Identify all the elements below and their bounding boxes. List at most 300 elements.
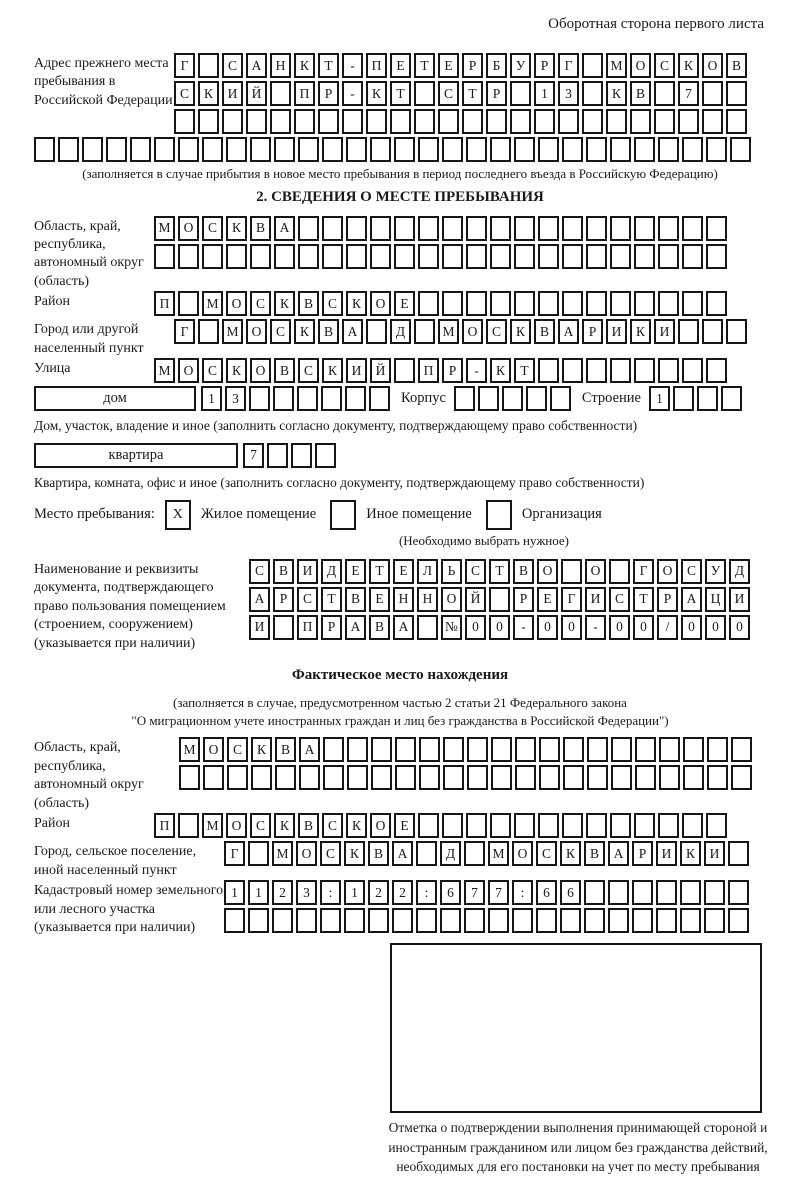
char-cell[interactable]: В	[274, 358, 295, 383]
char-cell[interactable]: Е	[345, 559, 366, 584]
char-cell[interactable]: Е	[390, 53, 411, 78]
char-cell[interactable]	[563, 737, 584, 762]
char-cell[interactable]	[659, 765, 680, 790]
char-cell[interactable]: М	[488, 841, 509, 866]
char-cell[interactable]	[634, 358, 655, 383]
char-cell[interactable]: Р	[318, 81, 339, 106]
char-cell[interactable]: 6	[560, 880, 581, 905]
char-cell[interactable]: 1	[248, 880, 269, 905]
char-cell[interactable]	[106, 137, 127, 162]
char-cell[interactable]	[298, 244, 319, 269]
char-cell[interactable]: С	[438, 81, 459, 106]
char-cell[interactable]	[586, 813, 607, 838]
char-cell[interactable]: С	[681, 559, 702, 584]
char-cell[interactable]: К	[630, 319, 651, 344]
char-cell[interactable]	[443, 765, 464, 790]
char-cell[interactable]: М	[438, 319, 459, 344]
char-cell[interactable]: Е	[369, 587, 390, 612]
char-cell[interactable]	[704, 880, 725, 905]
char-cell[interactable]: Г	[633, 559, 654, 584]
char-cell[interactable]	[562, 291, 583, 316]
char-cell[interactable]: С	[654, 53, 675, 78]
char-cell[interactable]: Д	[440, 841, 461, 866]
char-cell[interactable]	[323, 765, 344, 790]
char-cell[interactable]	[587, 765, 608, 790]
char-cell[interactable]	[611, 737, 632, 762]
char-cell[interactable]	[678, 109, 699, 134]
char-cell[interactable]	[478, 386, 499, 411]
char-cell[interactable]: С	[250, 291, 271, 316]
char-cell[interactable]: №	[441, 615, 462, 640]
char-cell[interactable]: И	[654, 319, 675, 344]
char-cell[interactable]	[562, 358, 583, 383]
char-cell[interactable]	[417, 615, 438, 640]
char-cell[interactable]: Р	[486, 81, 507, 106]
char-cell[interactable]	[347, 765, 368, 790]
char-cell[interactable]	[634, 813, 655, 838]
char-cell[interactable]: О	[630, 53, 651, 78]
char-cell[interactable]	[179, 765, 200, 790]
char-cell[interactable]	[394, 216, 415, 241]
char-cell[interactable]	[414, 109, 435, 134]
char-cell[interactable]	[323, 737, 344, 762]
char-cell[interactable]: О	[585, 559, 606, 584]
char-cell[interactable]	[586, 291, 607, 316]
char-cell[interactable]: А	[274, 216, 295, 241]
char-cell[interactable]: В	[369, 615, 390, 640]
char-cell[interactable]: С	[298, 358, 319, 383]
char-cell[interactable]	[608, 880, 629, 905]
char-cell[interactable]: П	[154, 813, 175, 838]
char-cell[interactable]: В	[368, 841, 389, 866]
char-cell[interactable]	[322, 244, 343, 269]
char-cell[interactable]: Е	[438, 53, 459, 78]
char-cell[interactable]: Р	[321, 615, 342, 640]
char-cell[interactable]	[34, 137, 55, 162]
char-cell[interactable]: М	[202, 291, 223, 316]
char-cell[interactable]	[538, 216, 559, 241]
char-cell[interactable]	[154, 137, 175, 162]
char-cell[interactable]: В	[250, 216, 271, 241]
char-cell[interactable]	[443, 737, 464, 762]
char-cell[interactable]: С	[202, 358, 223, 383]
char-cell[interactable]	[392, 908, 413, 933]
char-cell[interactable]	[466, 137, 487, 162]
char-cell[interactable]	[394, 244, 415, 269]
char-cell[interactable]	[728, 908, 749, 933]
char-cell[interactable]: О	[178, 216, 199, 241]
char-cell[interactable]	[702, 81, 723, 106]
char-cell[interactable]: 3	[296, 880, 317, 905]
char-cell[interactable]: В	[345, 587, 366, 612]
char-cell[interactable]	[586, 358, 607, 383]
char-cell[interactable]: К	[346, 813, 367, 838]
char-cell[interactable]: В	[275, 737, 296, 762]
char-cell[interactable]	[490, 216, 511, 241]
char-cell[interactable]	[632, 908, 653, 933]
char-cell[interactable]: К	[294, 53, 315, 78]
char-cell[interactable]	[198, 53, 219, 78]
char-cell[interactable]: Т	[514, 358, 535, 383]
char-cell[interactable]: С	[320, 841, 341, 866]
char-cell[interactable]	[610, 216, 631, 241]
char-cell[interactable]: Т	[489, 559, 510, 584]
char-cell[interactable]: И	[656, 841, 677, 866]
char-cell[interactable]: -	[466, 358, 487, 383]
char-cell[interactable]	[608, 908, 629, 933]
char-cell[interactable]: С	[297, 587, 318, 612]
char-cell[interactable]: М	[202, 813, 223, 838]
char-cell[interactable]	[489, 587, 510, 612]
char-cell[interactable]	[345, 386, 366, 411]
char-cell[interactable]	[584, 880, 605, 905]
char-cell[interactable]	[632, 880, 653, 905]
char-cell[interactable]: В	[630, 81, 651, 106]
char-cell[interactable]	[248, 908, 269, 933]
char-cell[interactable]	[510, 109, 531, 134]
char-cell[interactable]: -	[342, 53, 363, 78]
char-cell[interactable]: М	[154, 358, 175, 383]
char-cell[interactable]	[654, 109, 675, 134]
char-cell[interactable]	[514, 244, 535, 269]
char-cell[interactable]	[610, 244, 631, 269]
char-cell[interactable]: 1	[649, 386, 670, 411]
char-cell[interactable]: С	[609, 587, 630, 612]
char-cell[interactable]	[203, 765, 224, 790]
char-cell[interactable]: Е	[537, 587, 558, 612]
char-cell[interactable]	[154, 244, 175, 269]
char-cell[interactable]	[658, 244, 679, 269]
char-cell[interactable]: П	[154, 291, 175, 316]
char-cell[interactable]: О	[296, 841, 317, 866]
char-cell[interactable]	[366, 319, 387, 344]
char-cell[interactable]	[563, 765, 584, 790]
char-cell[interactable]	[682, 358, 703, 383]
char-cell[interactable]	[706, 244, 727, 269]
char-cell[interactable]: -	[513, 615, 534, 640]
char-cell[interactable]: Р	[273, 587, 294, 612]
char-cell[interactable]: К	[560, 841, 581, 866]
char-cell[interactable]	[728, 880, 749, 905]
char-cell[interactable]: Б	[486, 53, 507, 78]
char-cell[interactable]	[706, 813, 727, 838]
char-cell[interactable]	[395, 765, 416, 790]
char-cell[interactable]: А	[392, 841, 413, 866]
char-cell[interactable]: О	[250, 358, 271, 383]
char-cell[interactable]: Р	[442, 358, 463, 383]
char-cell[interactable]	[466, 244, 487, 269]
char-cell[interactable]	[562, 813, 583, 838]
char-cell[interactable]	[682, 216, 703, 241]
char-cell[interactable]: Н	[393, 587, 414, 612]
char-cell[interactable]	[682, 291, 703, 316]
checkbox-zhiloe[interactable]: X	[165, 500, 191, 530]
char-cell[interactable]	[464, 841, 485, 866]
char-cell[interactable]	[586, 244, 607, 269]
char-cell[interactable]	[346, 244, 367, 269]
char-cell[interactable]	[634, 137, 655, 162]
char-cell[interactable]	[538, 291, 559, 316]
char-cell[interactable]	[370, 244, 391, 269]
char-cell[interactable]	[610, 358, 631, 383]
char-cell[interactable]	[512, 908, 533, 933]
char-cell[interactable]: 7	[678, 81, 699, 106]
char-cell[interactable]: Ц	[705, 587, 726, 612]
char-cell[interactable]	[728, 841, 749, 866]
char-cell[interactable]	[634, 244, 655, 269]
char-cell[interactable]	[609, 559, 630, 584]
char-cell[interactable]	[561, 559, 582, 584]
char-cell[interactable]	[442, 813, 463, 838]
char-cell[interactable]: Д	[321, 559, 342, 584]
char-cell[interactable]	[526, 386, 547, 411]
char-cell[interactable]: С	[174, 81, 195, 106]
char-cell[interactable]: В	[534, 319, 555, 344]
char-cell[interactable]: С	[536, 841, 557, 866]
char-cell[interactable]	[250, 244, 271, 269]
char-cell[interactable]	[510, 81, 531, 106]
char-cell[interactable]	[178, 291, 199, 316]
char-cell[interactable]: 0	[729, 615, 750, 640]
char-cell[interactable]: Й	[465, 587, 486, 612]
char-cell[interactable]	[682, 244, 703, 269]
char-cell[interactable]: С	[322, 813, 343, 838]
char-cell[interactable]	[178, 244, 199, 269]
char-cell[interactable]: О	[462, 319, 483, 344]
char-cell[interactable]	[371, 737, 392, 762]
char-cell[interactable]: Т	[390, 81, 411, 106]
char-cell[interactable]	[321, 386, 342, 411]
char-cell[interactable]	[731, 737, 752, 762]
char-cell[interactable]	[318, 109, 339, 134]
char-cell[interactable]	[539, 765, 560, 790]
char-cell[interactable]	[562, 216, 583, 241]
char-cell[interactable]: И	[729, 587, 750, 612]
char-cell[interactable]	[315, 443, 336, 468]
char-cell[interactable]: Г	[174, 53, 195, 78]
char-cell[interactable]: 0	[609, 615, 630, 640]
char-cell[interactable]	[558, 109, 579, 134]
char-cell[interactable]: А	[393, 615, 414, 640]
char-cell[interactable]	[267, 443, 288, 468]
char-cell[interactable]: С	[270, 319, 291, 344]
char-cell[interactable]: Д	[729, 559, 750, 584]
char-cell[interactable]	[680, 908, 701, 933]
char-cell[interactable]	[371, 765, 392, 790]
char-cell[interactable]	[515, 765, 536, 790]
char-cell[interactable]	[490, 291, 511, 316]
char-cell[interactable]	[682, 137, 703, 162]
char-cell[interactable]	[454, 386, 475, 411]
char-cell[interactable]: Р	[534, 53, 555, 78]
char-cell[interactable]: М	[606, 53, 627, 78]
char-cell[interactable]	[270, 81, 291, 106]
char-cell[interactable]	[202, 244, 223, 269]
char-cell[interactable]: 2	[392, 880, 413, 905]
char-cell[interactable]	[706, 216, 727, 241]
char-cell[interactable]	[344, 908, 365, 933]
char-cell[interactable]: К	[294, 319, 315, 344]
char-cell[interactable]: М	[222, 319, 243, 344]
char-cell[interactable]	[514, 216, 535, 241]
char-cell[interactable]: К	[680, 841, 701, 866]
char-cell[interactable]	[658, 216, 679, 241]
char-cell[interactable]	[369, 386, 390, 411]
char-cell[interactable]	[730, 137, 751, 162]
checkbox-inoe[interactable]	[330, 500, 356, 530]
char-cell[interactable]	[347, 737, 368, 762]
char-cell[interactable]	[466, 216, 487, 241]
char-cell[interactable]	[635, 737, 656, 762]
char-cell[interactable]: К	[198, 81, 219, 106]
char-cell[interactable]: 0	[537, 615, 558, 640]
char-cell[interactable]: Ь	[441, 559, 462, 584]
char-cell[interactable]: 7	[488, 880, 509, 905]
char-cell[interactable]	[274, 137, 295, 162]
char-cell[interactable]	[202, 137, 223, 162]
char-cell[interactable]: Т	[369, 559, 390, 584]
char-cell[interactable]	[486, 109, 507, 134]
char-cell[interactable]	[442, 291, 463, 316]
char-cell[interactable]: П	[294, 81, 315, 106]
char-cell[interactable]: Е	[393, 559, 414, 584]
char-cell[interactable]: В	[318, 319, 339, 344]
char-cell[interactable]: :	[320, 880, 341, 905]
char-cell[interactable]: К	[274, 813, 295, 838]
char-cell[interactable]	[442, 244, 463, 269]
char-cell[interactable]	[226, 137, 247, 162]
char-cell[interactable]: А	[299, 737, 320, 762]
char-cell[interactable]	[419, 737, 440, 762]
char-cell[interactable]: И	[346, 358, 367, 383]
char-cell[interactable]	[706, 291, 727, 316]
char-cell[interactable]: Р	[513, 587, 534, 612]
char-cell[interactable]: А	[681, 587, 702, 612]
char-cell[interactable]	[582, 53, 603, 78]
char-cell[interactable]: Й	[370, 358, 391, 383]
char-cell[interactable]: И	[704, 841, 725, 866]
char-cell[interactable]: К	[366, 81, 387, 106]
char-cell[interactable]: Е	[394, 291, 415, 316]
char-cell[interactable]: В	[273, 559, 294, 584]
char-cell[interactable]: Д	[390, 319, 411, 344]
char-cell[interactable]	[251, 765, 272, 790]
char-cell[interactable]	[680, 880, 701, 905]
char-cell[interactable]: С	[222, 53, 243, 78]
char-cell[interactable]: А	[608, 841, 629, 866]
char-cell[interactable]	[514, 291, 535, 316]
char-cell[interactable]	[721, 386, 742, 411]
char-cell[interactable]: 3	[225, 386, 246, 411]
char-cell[interactable]: С	[465, 559, 486, 584]
char-cell[interactable]	[438, 109, 459, 134]
char-cell[interactable]: 7	[243, 443, 264, 468]
char-cell[interactable]	[538, 244, 559, 269]
char-cell[interactable]: А	[558, 319, 579, 344]
char-cell[interactable]: У	[510, 53, 531, 78]
char-cell[interactable]: О	[226, 813, 247, 838]
char-cell[interactable]	[322, 216, 343, 241]
char-cell[interactable]: К	[226, 358, 247, 383]
char-cell[interactable]: :	[512, 880, 533, 905]
char-cell[interactable]	[491, 737, 512, 762]
char-cell[interactable]	[370, 137, 391, 162]
char-cell[interactable]	[298, 137, 319, 162]
char-cell[interactable]	[346, 216, 367, 241]
char-cell[interactable]	[416, 908, 437, 933]
char-cell[interactable]	[82, 137, 103, 162]
char-cell[interactable]	[299, 765, 320, 790]
char-cell[interactable]	[466, 813, 487, 838]
char-cell[interactable]	[539, 737, 560, 762]
char-cell[interactable]	[416, 841, 437, 866]
char-cell[interactable]	[726, 81, 747, 106]
char-cell[interactable]	[130, 137, 151, 162]
char-cell[interactable]: И	[606, 319, 627, 344]
char-cell[interactable]: К	[490, 358, 511, 383]
char-cell[interactable]	[226, 244, 247, 269]
char-cell[interactable]: 0	[681, 615, 702, 640]
char-cell[interactable]	[630, 109, 651, 134]
char-cell[interactable]	[296, 908, 317, 933]
char-cell[interactable]	[270, 109, 291, 134]
char-cell[interactable]	[582, 109, 603, 134]
char-cell[interactable]	[442, 137, 463, 162]
char-cell[interactable]	[297, 386, 318, 411]
char-cell[interactable]	[538, 137, 559, 162]
char-cell[interactable]	[222, 109, 243, 134]
char-cell[interactable]	[390, 109, 411, 134]
char-cell[interactable]: /	[657, 615, 678, 640]
char-cell[interactable]	[658, 137, 679, 162]
char-cell[interactable]: 7	[464, 880, 485, 905]
char-cell[interactable]	[370, 216, 391, 241]
char-cell[interactable]: С	[227, 737, 248, 762]
char-cell[interactable]: О	[512, 841, 533, 866]
char-cell[interactable]: 6	[536, 880, 557, 905]
char-cell[interactable]	[702, 319, 723, 344]
char-cell[interactable]: 6	[440, 880, 461, 905]
char-cell[interactable]: О	[702, 53, 723, 78]
char-cell[interactable]	[562, 244, 583, 269]
char-cell[interactable]: П	[418, 358, 439, 383]
char-cell[interactable]	[606, 109, 627, 134]
char-cell[interactable]	[322, 137, 343, 162]
char-cell[interactable]	[414, 81, 435, 106]
char-cell[interactable]	[534, 109, 555, 134]
char-cell[interactable]	[440, 908, 461, 933]
char-cell[interactable]	[467, 737, 488, 762]
char-cell[interactable]: 1	[534, 81, 555, 106]
char-cell[interactable]	[394, 137, 415, 162]
char-cell[interactable]: О	[441, 587, 462, 612]
char-cell[interactable]	[418, 216, 439, 241]
char-cell[interactable]	[414, 319, 435, 344]
char-cell[interactable]: К	[346, 291, 367, 316]
char-cell[interactable]: В	[726, 53, 747, 78]
char-cell[interactable]: О	[370, 813, 391, 838]
char-cell[interactable]	[586, 137, 607, 162]
char-cell[interactable]: Г	[224, 841, 245, 866]
char-cell[interactable]: 2	[368, 880, 389, 905]
char-cell[interactable]	[654, 81, 675, 106]
char-cell[interactable]: И	[222, 81, 243, 106]
char-cell[interactable]: О	[657, 559, 678, 584]
char-cell[interactable]	[419, 765, 440, 790]
char-cell[interactable]	[394, 358, 415, 383]
char-cell[interactable]: Й	[246, 81, 267, 106]
char-cell[interactable]: С	[486, 319, 507, 344]
